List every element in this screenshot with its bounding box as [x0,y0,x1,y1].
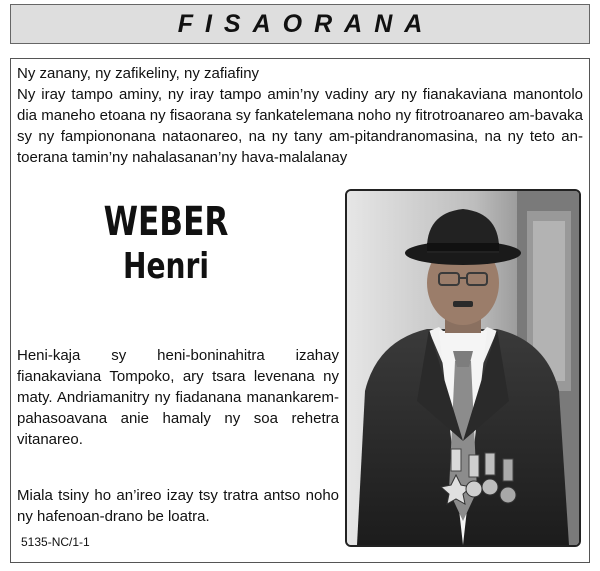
deceased-first-name: Henri [122,246,210,287]
portrait-illustration [347,191,579,545]
thanks-text: Heni-kaja sy heni-boninahitra izahay fianakaviana Tompoko, ary tsara levenana ny maty. Andriamanitry ny fiadanana manankarem-pahasoavana anie hamaly ny soa rehetra vitanareo. [17,347,339,448]
reference-code: 5135-NC/1-1 [21,535,90,549]
notice-title: FISAORANA [177,9,435,38]
portrait-photo [345,189,581,547]
thanks-paragraph [17,345,339,450]
intro-text [17,63,583,168]
intro-line: Ny zanany, ny zafikeliny, ny zafiafiny [17,65,260,82]
deceased-last-name: WEBER [103,199,229,245]
apology-paragraph [17,485,339,527]
deceased-name [41,199,291,289]
intro-paragraph: Ny iray tampo aminy, ny iray tampo amin’ny vadiny ary ny fianakaviana manontolo dia maneho etoana ny fisaorana sy fankatelemana noho ny fitrotroanareo am-bavaka sy ny fampiononana nataonareo, na ny tany am-pitandranomasina, na ny teto an-toerana tamin’ny nahalasanan’ny hava-malalanay [17,86,583,166]
apology-text: Miala tsiny ho an’ireo izay tsy tratra antso noho ny hafenoan-drano be loatra. [17,487,339,525]
notice-frame [10,58,590,563]
notice-header [10,4,590,44]
